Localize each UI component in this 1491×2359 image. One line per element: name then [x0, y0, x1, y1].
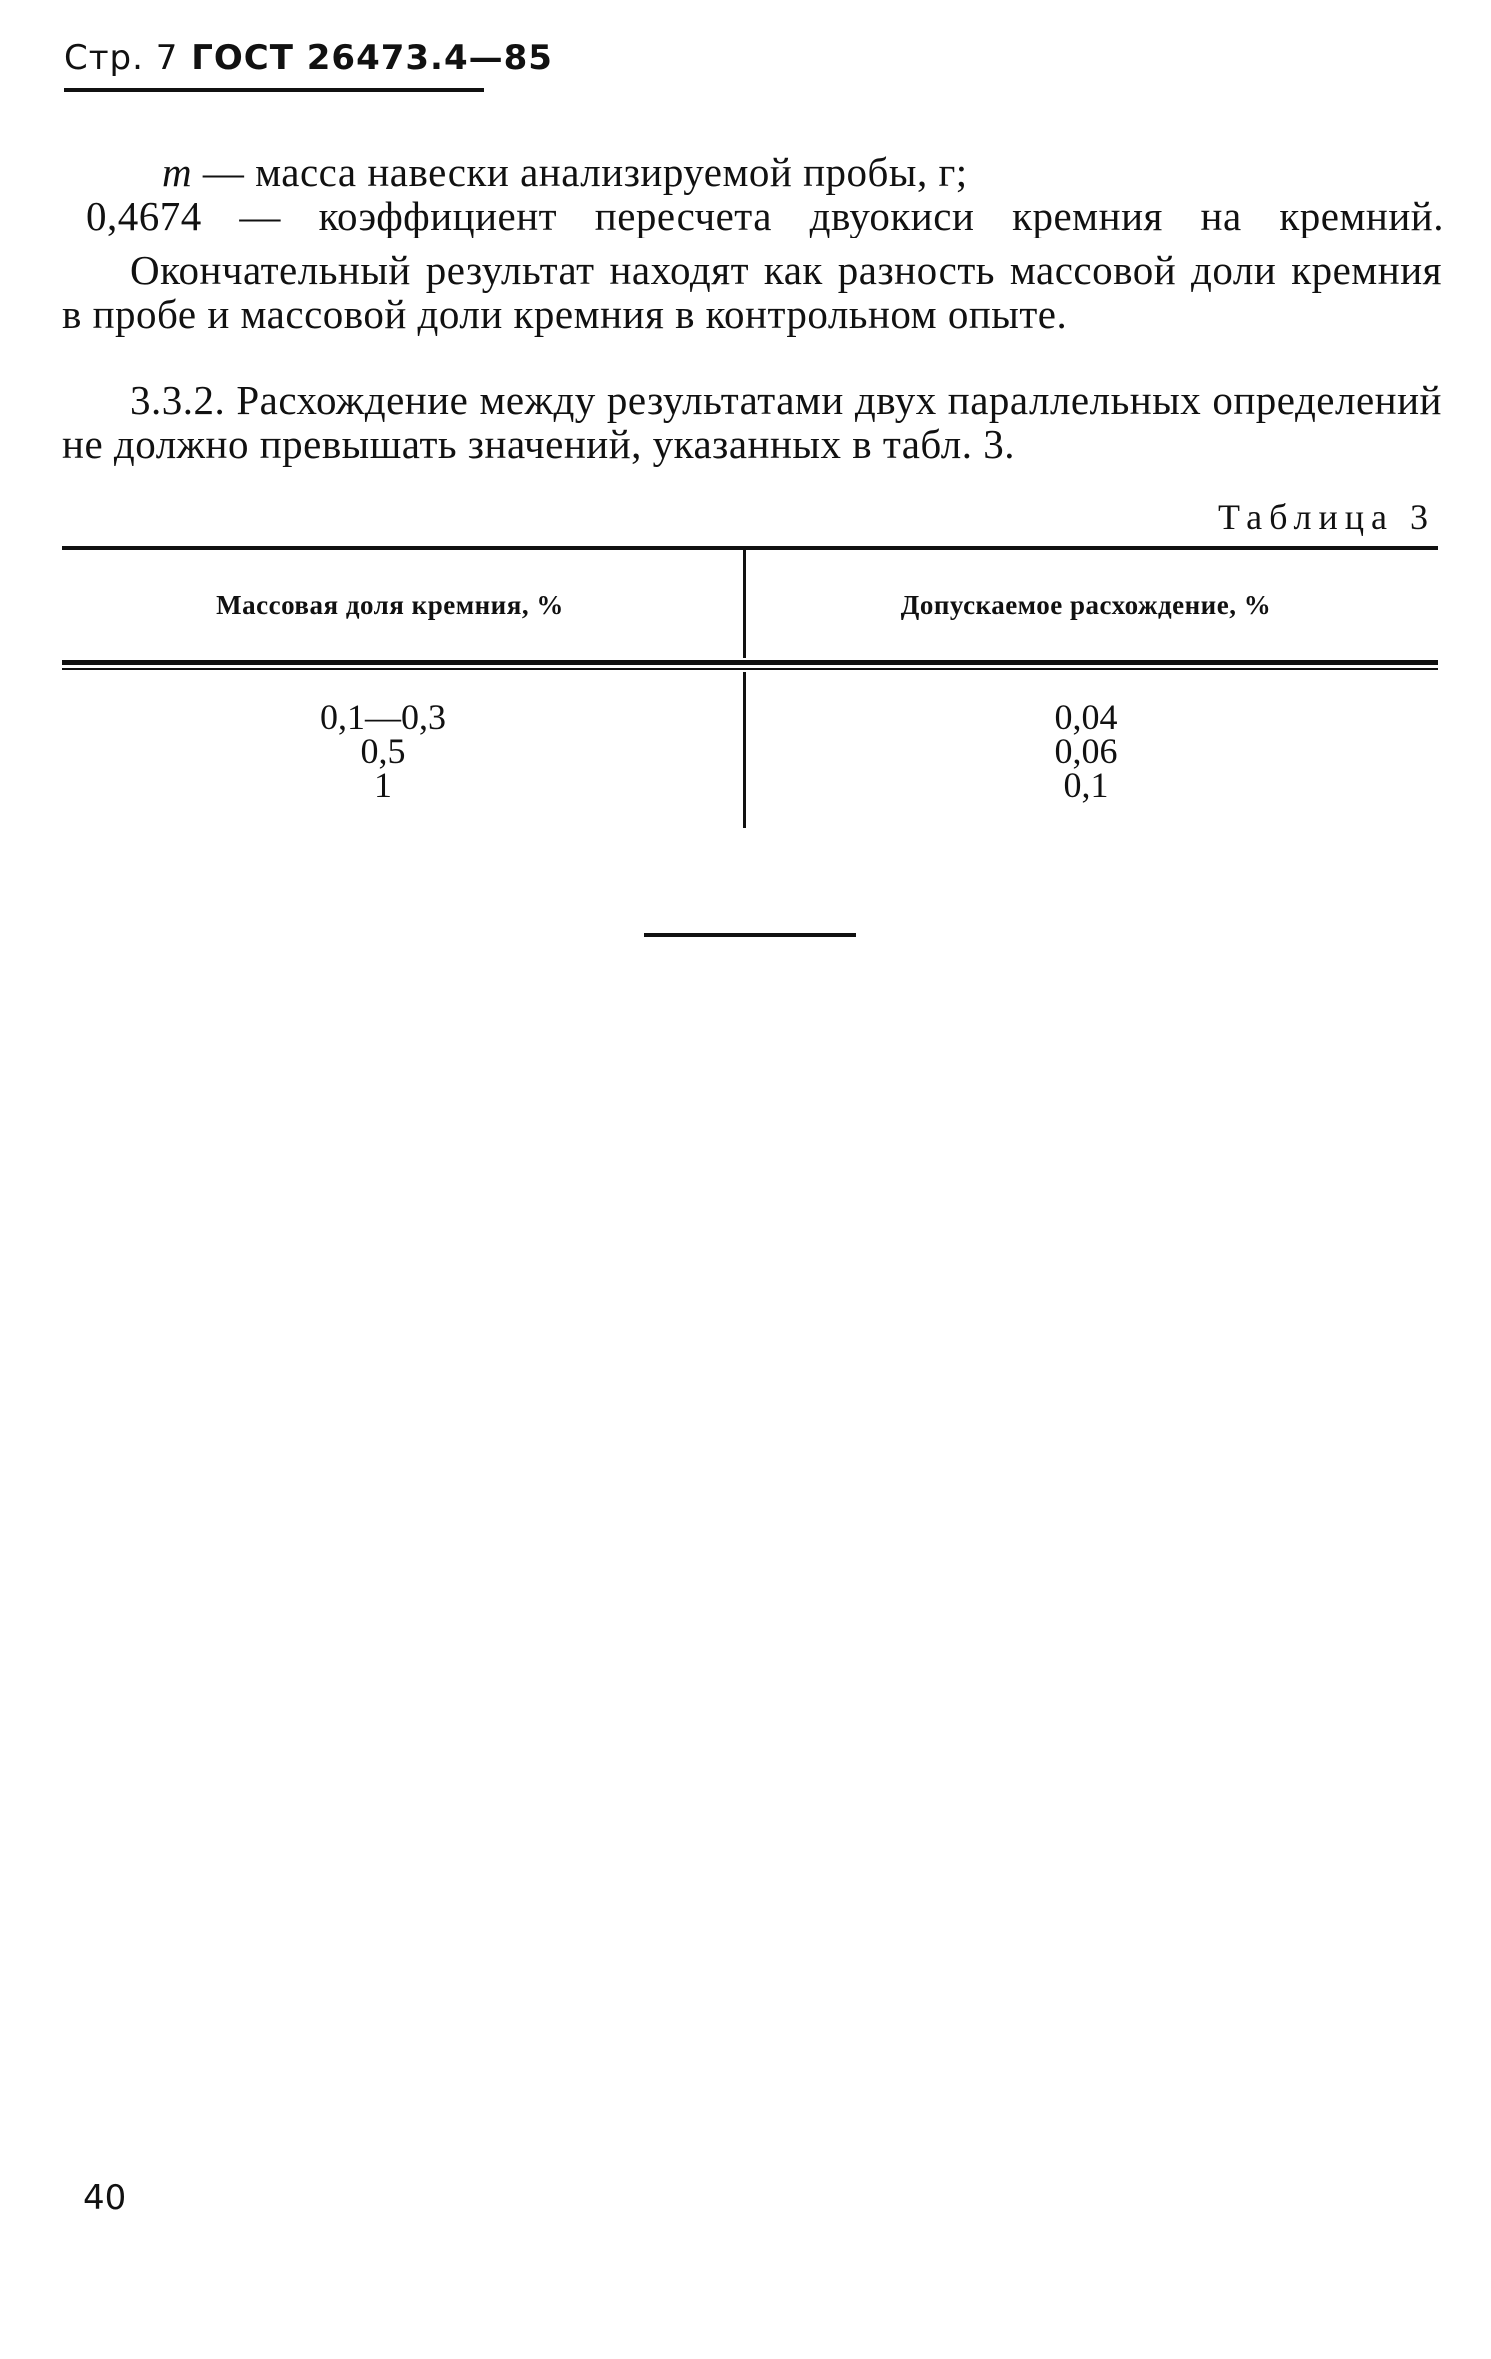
paragraph-final-result: Окончательный результат находят как разность массовой доли кремния в пробе и массовой доли кремния в контрольном опыте. — [62, 247, 1442, 337]
definition-m — [62, 150, 1442, 194]
page-number: 40 — [83, 2178, 127, 2218]
table-cell: 0,5 — [360, 731, 406, 771]
table-header-rule — [62, 660, 1438, 665]
page-label: Стр. 7 — [64, 38, 179, 78]
variable-m: m — [162, 149, 193, 195]
header-underline — [64, 88, 484, 92]
column-mass-fraction — [43, 697, 723, 805]
table-header-rule-thin — [62, 668, 1438, 670]
table-header-allowed-discrepancy: Допускаемое расхождение, % — [900, 590, 1272, 620]
definition-m-text: — масса навески анализируемой пробы, г; — [192, 149, 968, 195]
column-allowed-discrepancy — [746, 697, 1426, 805]
table-cell: 0,1 — [1063, 765, 1109, 805]
table-cell: 0,1—0,3 — [320, 697, 446, 737]
definition-coefficient: 0,4674 — коэффициент пересчета двуокиси кремния на кремний. — [86, 194, 1444, 238]
table-cell: 0,06 — [1054, 731, 1118, 771]
standard-number: ГОСТ 26473.4—85 — [191, 38, 553, 78]
paragraph-3-3-2: 3.3.2. Расхождение между результатами двух параллельных определений не должно превышать значений, указанных в табл. 3. — [62, 377, 1442, 467]
table-cell: 1 — [374, 765, 392, 805]
page-header — [64, 38, 553, 78]
table-cell: 0,04 — [1054, 697, 1118, 737]
table-header-mass-fraction: Массовая доля кремния, % — [216, 590, 564, 620]
end-of-section-rule — [644, 933, 856, 937]
table-caption: Таблица 3 — [1218, 497, 1435, 537]
table-top-rule — [62, 546, 1438, 550]
